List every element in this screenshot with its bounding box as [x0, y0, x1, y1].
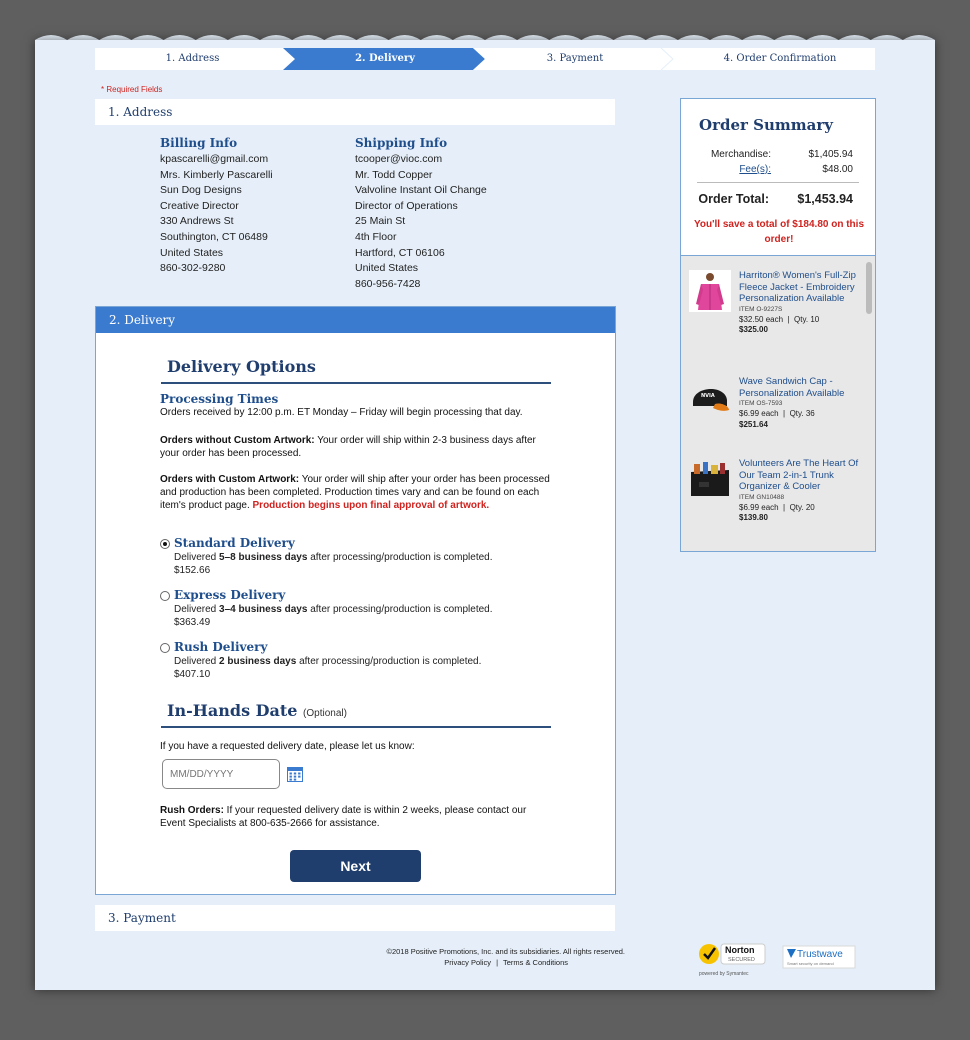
order-total-value: $1,453.94	[797, 192, 853, 206]
payment-section-header[interactable]: 3. Payment	[95, 905, 615, 931]
shipping-line: 25 Main St	[355, 215, 406, 228]
cart-item	[689, 458, 861, 524]
delivery-options-title: Delivery Options	[161, 357, 551, 384]
express-delivery-price: $363.49	[174, 617, 211, 628]
item-unit-qty: $6.99 each | Qty. 20	[739, 502, 815, 512]
address-section-header[interactable]: 1. Address	[95, 99, 615, 125]
shipping-title: Shipping Info	[355, 136, 448, 150]
processing-text: Orders received by 12:00 p.m. ET Monday – Friday will begin processing that day.	[160, 407, 523, 418]
artwork-text: Your order will ship after your order has been processed and production has been completed. Production times vary and can be found on each item's product page.	[160, 474, 550, 511]
svg-text:NVIA: NVIA	[701, 393, 715, 399]
cart-item	[689, 376, 861, 430]
cart-items-list[interactable]	[681, 255, 875, 551]
rush-orders-text: If your requested delivery date is within 2 weeks, please contact our Event Specialists at 800-635-2666 for assistance.	[160, 805, 527, 829]
billing-line: Mrs. Kimberly Pascarelli	[160, 168, 273, 181]
shipping-line: United States	[355, 262, 419, 275]
billing-info	[160, 135, 340, 277]
in-hands-prompt: If you have a requested delivery date, please let us know:	[160, 741, 415, 752]
billing-line: kpascarelli@gmail.com	[160, 153, 269, 165]
terms-link[interactable]: Terms & Conditions	[502, 958, 568, 967]
order-total-label: Order Total:	[698, 192, 769, 206]
merchandise-label: Merchandise:	[710, 149, 771, 160]
processing-times	[160, 393, 552, 419]
standard-delivery-radio[interactable]	[160, 539, 170, 549]
summary-divider	[697, 182, 859, 183]
in-hands-date-title: In-Hands Date (Optional)	[161, 701, 551, 728]
fees-value: $48.00	[822, 164, 853, 175]
shipping-line: 4th Floor	[355, 230, 397, 243]
billing-line: 330 Andrews St	[160, 215, 234, 228]
security-badges	[697, 938, 857, 978]
footer	[265, 946, 625, 968]
step-address[interactable]: 1. Address	[165, 53, 220, 64]
shipping-line: Director of Operations	[355, 199, 458, 212]
rush-orders-label: Rush Orders:	[160, 805, 224, 816]
shipping-line: 860-956-7428	[355, 277, 421, 290]
shipping-info	[355, 135, 535, 292]
norton-secured: SECURED	[728, 957, 755, 963]
billing-line: Sun Dog Designs	[160, 184, 242, 197]
norton-powered-by: powered by Symantec	[699, 971, 749, 977]
item-price: $251.64	[739, 419, 768, 429]
rush-delivery-price: $407.10	[174, 669, 211, 680]
step-delivery[interactable]: 2. Delivery	[355, 53, 415, 64]
rush-delivery-option[interactable]	[160, 640, 552, 681]
copyright: ©2018 Positive Promotions, Inc. and its subsidiaries. All rights reserved.	[386, 947, 625, 956]
rush-delivery-radio[interactable]	[160, 643, 170, 653]
item-price: $325.00	[739, 325, 768, 334]
artwork-label: Orders with Custom Artwork:	[160, 474, 300, 485]
black-cap-thumbnail[interactable]	[689, 376, 731, 418]
fees-link[interactable]: Fee(s):	[739, 164, 771, 175]
calendar-icon[interactable]	[287, 766, 303, 782]
trustwave-text: Trustwave	[797, 949, 843, 960]
in-hands-date-input[interactable]	[162, 759, 280, 789]
express-delivery-radio[interactable]	[160, 591, 170, 601]
billing-line: Creative Director	[160, 199, 239, 212]
express-delivery-option[interactable]	[160, 588, 552, 629]
norton-text: Norton	[725, 945, 755, 955]
step-order-confirmation[interactable]: 4. Order Confirmation	[723, 53, 837, 64]
optional-label: (Optional)	[303, 708, 347, 719]
items-scrollbar[interactable]	[866, 262, 872, 314]
rush-orders-note	[160, 804, 552, 830]
item-name-link[interactable]: Harriton® Women's Full-Zip Fleece Jacket - Embroidery Personalization Available	[739, 270, 856, 304]
cart-item	[689, 270, 861, 336]
shipping-line: Mr. Todd Copper	[355, 168, 433, 181]
billing-line: Southington, CT 06489	[160, 230, 268, 243]
trustwave-tagline: Smart security on demand	[787, 961, 834, 966]
rush-delivery-desc: Delivered 2 business days after processing/production is completed.	[174, 656, 482, 667]
item-sku: ITEM GN10488	[739, 493, 785, 501]
express-delivery-desc: Delivered 3–4 business days after processing/production is completed.	[174, 604, 493, 615]
no-artwork-label: Orders without Custom Artwork:	[160, 435, 315, 446]
required-fields-note: * Required Fields	[101, 85, 163, 94]
checkout-page	[35, 40, 935, 990]
shipping-line: Hartford, CT 06106	[355, 246, 445, 259]
shipping-line: tcooper@vioc.com	[355, 153, 443, 165]
merchandise-value: $1,405.94	[808, 149, 853, 160]
norton-badge[interactable]	[697, 938, 857, 978]
savings-message: You'll save a total of $184.80 on this order!	[693, 219, 865, 245]
order-summary-title: Order Summary	[699, 116, 833, 134]
item-sku: ITEM O-9227S	[739, 305, 783, 313]
processing-title: Processing Times	[160, 392, 279, 406]
item-price: $139.80	[739, 513, 768, 522]
item-name-link[interactable]: Volunteers Are The Heart Of Our Team 2-in-1 Trunk Organizer & Cooler	[739, 458, 859, 492]
artwork-approval-note: Production begins upon final approval of artwork.	[252, 500, 490, 511]
pink-jacket-thumbnail[interactable]	[689, 270, 731, 312]
delivery-section	[95, 306, 616, 895]
item-sku: ITEM OS-7593	[739, 400, 783, 407]
standard-delivery-desc: Delivered 5–8 business days after processing/production is completed.	[174, 552, 493, 563]
no-artwork-note	[160, 434, 552, 460]
billing-line: United States	[160, 246, 224, 259]
item-unit-qty: $32.50 each | Qty. 10	[739, 314, 820, 324]
next-button[interactable]: Next	[290, 850, 421, 882]
standard-delivery-price: $152.66	[174, 565, 211, 576]
item-name-link[interactable]: Wave Sandwich Cap - Personalization Available	[739, 376, 845, 399]
express-delivery-title: Express Delivery	[174, 588, 286, 602]
checkout-steps	[95, 48, 875, 70]
item-unit-qty: $6.99 each | Qty. 36	[739, 409, 815, 418]
delivery-section-header[interactable]: 2. Delivery	[96, 307, 615, 333]
standard-delivery-title: Standard Delivery	[174, 536, 295, 550]
footer-separator: |	[496, 958, 499, 967]
artwork-note	[160, 473, 552, 512]
step-payment[interactable]: 3. Payment	[546, 53, 604, 64]
order-summary	[680, 98, 876, 552]
billing-title: Billing Info	[160, 136, 238, 150]
billing-line: 860-302-9280	[160, 262, 226, 275]
trunk-organizer-thumbnail[interactable]	[689, 458, 731, 500]
privacy-policy-link[interactable]: Privacy Policy	[444, 958, 491, 967]
standard-delivery-option[interactable]	[160, 536, 552, 577]
rush-delivery-title: Rush Delivery	[174, 640, 268, 654]
no-artwork-text: Your order will ship within 2-3 business days after your order has been processed.	[160, 435, 536, 459]
shipping-line: Valvoline Instant Oil Change	[355, 184, 487, 197]
